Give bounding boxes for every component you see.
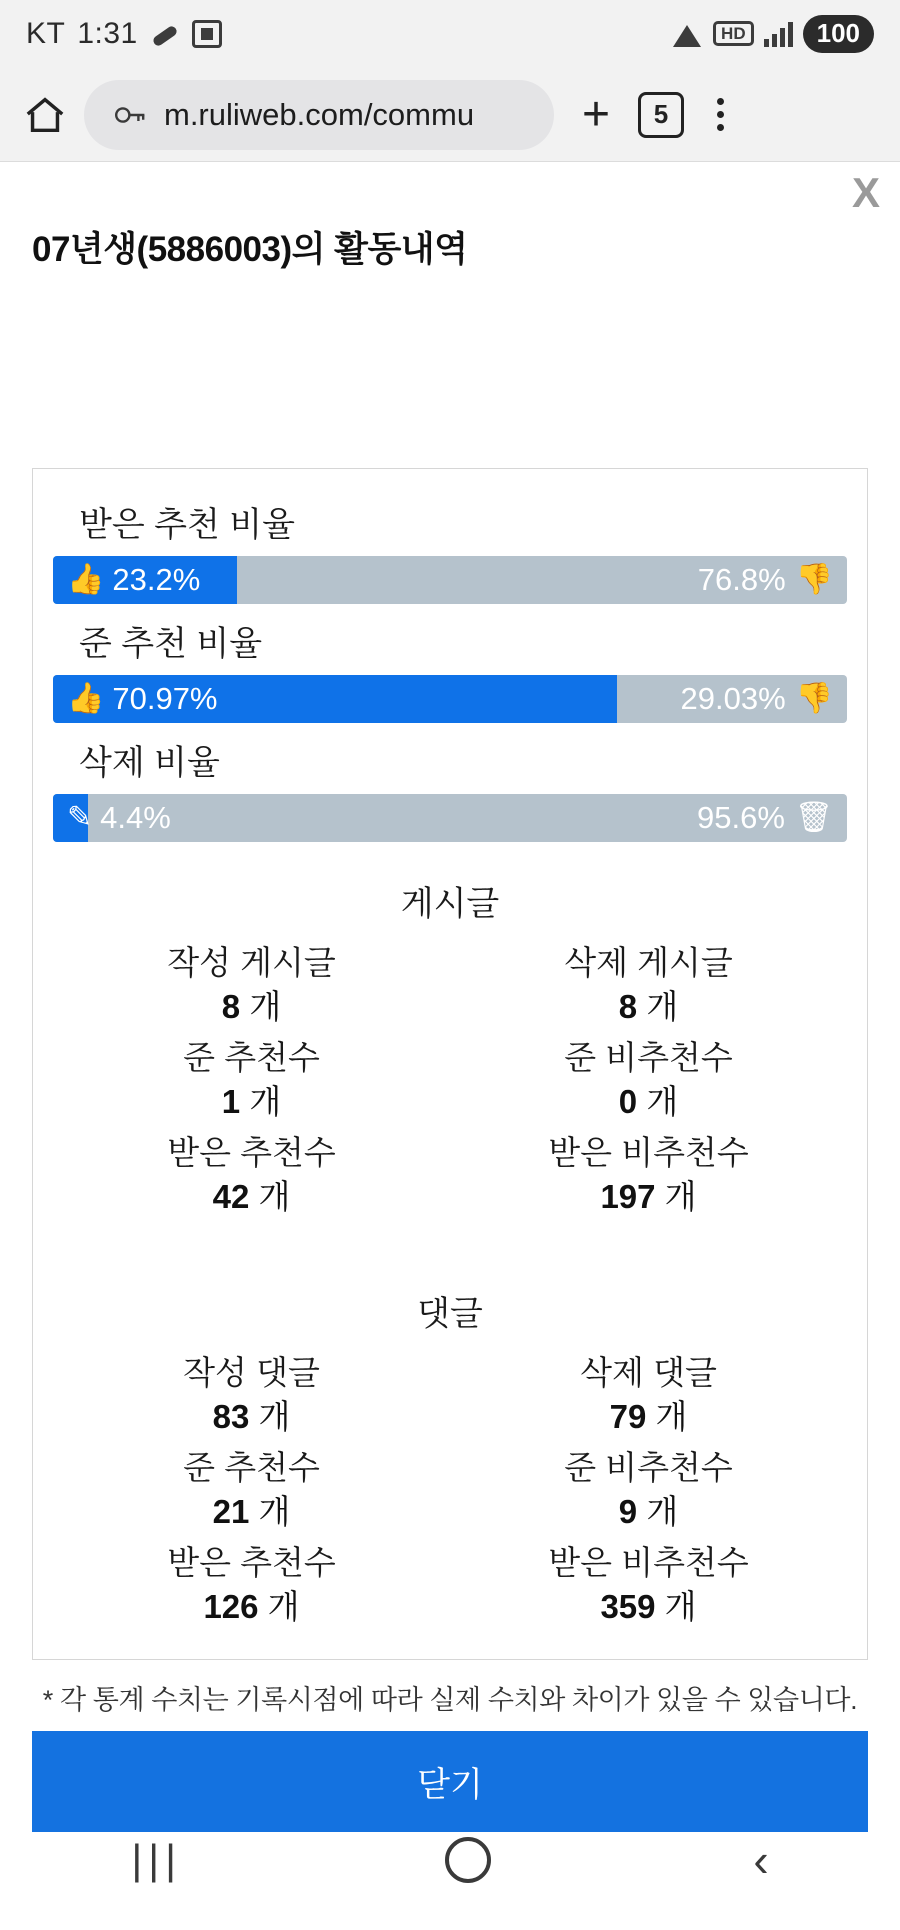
ratio-label: 삭제 비율: [79, 744, 220, 782]
back-icon[interactable]: ‹: [753, 1834, 769, 1886]
stat-cell: [450, 1442, 847, 1537]
stat-unit: 개: [655, 1397, 688, 1435]
stat-cell: [450, 1537, 847, 1632]
status-bar-left: [26, 17, 222, 51]
ratio-bar-fill: [53, 675, 617, 723]
carrier-label: KT: [26, 17, 66, 50]
stat-cell: [53, 1032, 450, 1127]
edit-icon: ✎: [67, 801, 93, 834]
stat-value: [53, 1175, 450, 1219]
stat-value: [450, 1080, 847, 1124]
stats-grid-posts: [53, 937, 847, 1222]
footnote: * 각 통계 수치는 기록시점에 따라 실제 수치와 차이가 있을 수 있습니다.: [42, 1684, 858, 1715]
ratio-right-value: 76.8%: [697, 562, 786, 597]
page-content: [0, 162, 900, 1804]
ratio-right-value: 29.03%: [680, 681, 786, 716]
pill-icon: [150, 19, 180, 49]
section-spacer: [53, 1222, 847, 1252]
stat-value: [53, 1585, 450, 1629]
page-title: 07년생(5886003)의 활동내역: [32, 230, 468, 269]
stat-value: [450, 1585, 847, 1629]
stat-unit: 개: [646, 987, 679, 1025]
activity-stats-panel: [32, 468, 868, 1660]
ratio-right-value: 95.6%: [697, 800, 785, 835]
overflow-menu-icon[interactable]: [700, 98, 740, 131]
stat-number: 21: [212, 1492, 250, 1530]
trash-icon: 🗑: [794, 801, 833, 834]
stat-cell: [450, 1127, 847, 1222]
ratio-right: [698, 562, 847, 598]
stat-number: 126: [203, 1588, 259, 1626]
home-button-icon[interactable]: [445, 1837, 491, 1883]
stat-cell: [450, 937, 847, 1032]
stat-value: [53, 1080, 450, 1124]
ratio-bar-fill: [53, 794, 171, 842]
stat-number: 79: [609, 1397, 647, 1435]
stat-value: [53, 1490, 450, 1534]
stat-cell: [53, 937, 450, 1032]
status-bar-right: [671, 15, 874, 53]
stat-cell: [53, 1347, 450, 1442]
stat-number: 42: [212, 1177, 250, 1215]
thumbs-down-icon: 👎: [795, 682, 833, 715]
close-button[interactable]: 닫기: [32, 1731, 868, 1832]
new-tab-icon[interactable]: +: [581, 87, 611, 141]
ratio-bar: [53, 794, 847, 842]
thumbs-up-icon: 👍: [67, 682, 105, 715]
stat-label: 준 추천수: [183, 1039, 320, 1077]
ratio-bar-fill: [53, 556, 237, 604]
home-icon[interactable]: [22, 92, 68, 138]
stat-unit: 개: [249, 1082, 282, 1120]
ratio-right: [697, 800, 847, 836]
stat-number: 8: [618, 987, 638, 1025]
signal-icon: [764, 21, 793, 47]
tab-switcher-icon[interactable]: 5: [638, 92, 684, 138]
ratio-block: [53, 729, 847, 842]
battery-icon: 100: [803, 15, 874, 53]
status-bar: [0, 0, 900, 68]
stat-unit: 개: [664, 1588, 697, 1626]
ratio-left-value: 23.2%: [112, 562, 201, 597]
stat-label: 작성 댓글: [183, 1354, 320, 1392]
stat-number: 8: [221, 987, 241, 1025]
stat-number: 359: [600, 1588, 656, 1626]
stat-unit: 개: [664, 1177, 697, 1215]
ratio-label: 받은 추천 비율: [79, 506, 295, 544]
ratio-right: [681, 681, 848, 717]
stat-value: [450, 1490, 847, 1534]
ratio-bar: [53, 556, 847, 604]
stat-value: [53, 1395, 450, 1439]
stat-unit: 개: [646, 1492, 679, 1530]
section-title-comments: 댓글: [417, 1295, 483, 1334]
stat-unit: 개: [249, 987, 282, 1025]
ratio-left-value: 70.97%: [112, 681, 218, 716]
stat-value: [450, 985, 847, 1029]
hd-icon: HD: [713, 21, 754, 46]
stat-label: 준 비추천수: [564, 1039, 733, 1077]
stat-label: 받은 비추천수: [548, 1544, 749, 1582]
stats-grid-comments: [53, 1347, 847, 1632]
stat-label: 준 비추천수: [564, 1449, 733, 1487]
thumbs-down-icon: 👎: [795, 563, 833, 596]
wifi-icon: [671, 21, 703, 47]
stat-cell: [53, 1442, 450, 1537]
stat-label: 받은 추천수: [167, 1544, 336, 1582]
stat-number: 9: [618, 1492, 638, 1530]
clock-label: 1:31: [77, 17, 138, 50]
thumbs-up-icon: 👍: [67, 563, 105, 596]
stat-cell: [450, 1032, 847, 1127]
address-bar[interactable]: [84, 80, 554, 150]
stat-value: [450, 1395, 847, 1439]
stat-unit: 개: [267, 1588, 300, 1626]
browser-toolbar: [0, 68, 900, 162]
stat-cell: [53, 1537, 450, 1632]
stat-number: 0: [618, 1082, 638, 1120]
stat-unit: 개: [258, 1492, 291, 1530]
stat-label: 받은 추천수: [167, 1134, 336, 1172]
lock-icon: [112, 100, 148, 130]
ratio-bar: [53, 675, 847, 723]
stat-unit: 개: [646, 1082, 679, 1120]
ratio-left-value: 4.4%: [100, 800, 171, 835]
section-title-posts: 게시글: [400, 885, 500, 923]
stat-number: 1: [221, 1082, 241, 1120]
recents-icon[interactable]: |||: [131, 1836, 183, 1883]
ratio-block: [53, 610, 847, 723]
ratio-block: [53, 491, 847, 604]
ratio-label: 준 추천 비율: [79, 625, 263, 663]
stat-unit: 개: [258, 1177, 291, 1215]
stat-label: 작성 게시글: [167, 944, 336, 981]
close-icon[interactable]: X: [851, 169, 880, 216]
stat-value: [450, 1175, 847, 1219]
url-text: m.ruliweb.com/commu: [164, 96, 475, 132]
stat-label: 준 추천수: [183, 1449, 320, 1487]
stat-number: 197: [600, 1177, 656, 1215]
stat-number: 83: [212, 1397, 250, 1435]
stat-label: 삭제 댓글: [580, 1354, 717, 1392]
screenshot-icon: [192, 20, 222, 48]
stat-label: 받은 비추천수: [548, 1134, 749, 1172]
stat-cell: [450, 1347, 847, 1442]
stat-cell: [53, 1127, 450, 1222]
stat-unit: 개: [258, 1397, 291, 1435]
stat-value: [53, 985, 450, 1029]
stat-label: 삭제 게시글: [564, 944, 733, 981]
